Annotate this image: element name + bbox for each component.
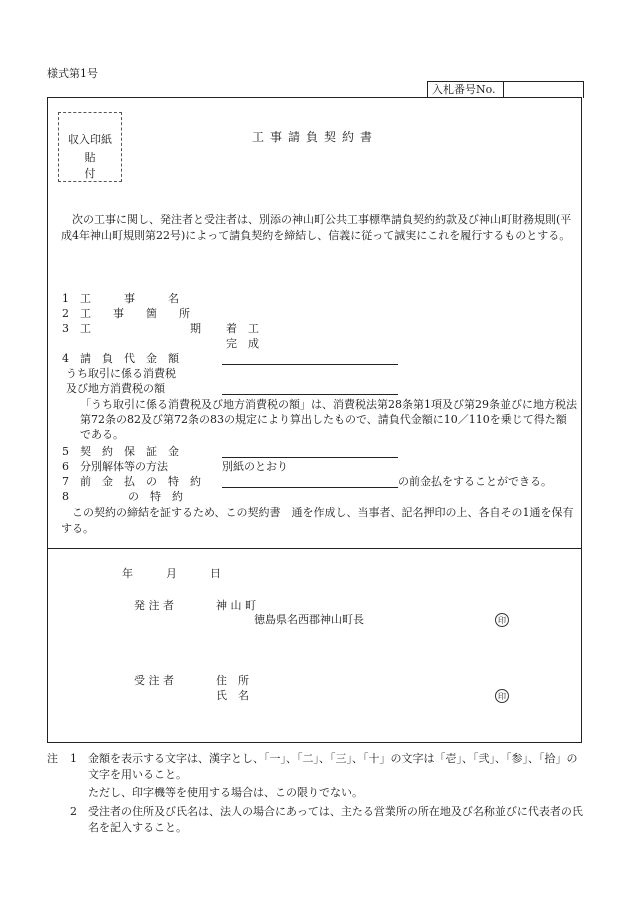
stamp-label-line2: 貼付 [84, 151, 110, 180]
item-4-sub1: うち取引に係る消費税 [66, 367, 176, 380]
item-4-label: 請 負 代 金 額 [80, 352, 179, 365]
orderer-label: 発 注 者 [134, 599, 174, 612]
stamp-label-line1: 収入印紙 [68, 133, 112, 146]
item-2-label: 工 事 箇 所 [80, 307, 190, 320]
contractor-seal-icon: 印 [495, 689, 509, 703]
item-3-label: 工 期 [80, 322, 201, 335]
revenue-stamp-box [58, 112, 122, 182]
bid-number-box [427, 81, 584, 98]
tax-amount-line[interactable] [222, 394, 398, 395]
contractor-name-label: 氏 名 [216, 689, 249, 702]
guarantee-line[interactable] [222, 457, 398, 458]
item-3-end: 完 成 [226, 337, 259, 350]
intro-paragraph: 次の工事に関し、発注者と受注者は、別添の神山町公共工事標準請負契約約款及び神山町財務規則(平成4年神山町規則第22号)によって請負契約を締結し、信義に従って誠実にこれを履行するものとする。 [61, 213, 572, 242]
bid-number-value[interactable] [504, 82, 583, 98]
note-1-extra: ただし、印字機等を使用する場合は、この限りでない。 [88, 786, 363, 799]
bid-number-label: 入札番号No. [428, 82, 504, 98]
item-3-number: 3 [62, 322, 69, 335]
note-2-text: 受注者の住所及び氏名は、法人の場合にあっては、主たる営業所の所在地及び名称並びに代表者の氏名を記入すること。 [88, 805, 583, 834]
note-2-number: 2 [70, 805, 77, 818]
item-8-number: 8 [62, 490, 69, 503]
item-7-number: 7 [62, 475, 69, 488]
notes-prefix: 注 [47, 752, 58, 765]
item-7-label: 前 金 払 の 特 約 [80, 475, 201, 488]
item-6-label: 分別解体等の方法 [80, 460, 168, 473]
note-1-text: 金額を表示する文字は、漢字とし、「一」、「二」、「三」、「十」の文字は「壱」、「弐」、「参」、「拾」の文字を用いること。 [88, 752, 578, 781]
contract-date: 年 月 日 [122, 567, 221, 580]
item-1-number: 1 [62, 292, 69, 305]
note-1-number: 1 [70, 752, 77, 765]
orderer-seal-icon: 印 [495, 613, 509, 627]
contractor-label: 受 注 者 [134, 674, 174, 687]
item-4-number: 4 [62, 352, 69, 365]
item-5-number: 5 [62, 445, 69, 458]
item-1-label: 工 事 名 [80, 292, 179, 305]
orderer-title: 徳島県名西郡神山町長 [254, 613, 364, 626]
signature-divider [47, 548, 582, 549]
item-6-value: 別紙のとおり [222, 460, 288, 473]
item-7-suffix: の前金払をすることができる。 [398, 475, 552, 488]
item-3-start: 着 工 [226, 322, 259, 335]
document-title: 工事請負契約書 [251, 130, 378, 144]
item-4-note: 「うち取引に係る消費税及び地方消費税の額」は、消費税法第28条第1項及び第29条並びに地方税法第72条の82及び第72条の83の規定により算出したもので、請負代金額に10／110を乗じて得た額である。 [80, 398, 577, 441]
form-number: 様式第1号 [47, 67, 98, 80]
advance-payment-line[interactable] [222, 487, 398, 488]
item-6-number: 6 [62, 460, 69, 473]
item-5-label: 契 約 保 証 金 [80, 445, 179, 458]
closing-paragraph: この契約の締結を証するため、この契約書 通を作成し、当事者、記名押印の上、各自その1通を保有する。 [61, 506, 574, 535]
item-4-sub2: 及び地方消費税の額 [66, 382, 165, 395]
item-2-number: 2 [62, 307, 69, 320]
contract-amount-line[interactable] [222, 364, 398, 365]
item-8-label: の 特 約 [128, 490, 183, 503]
orderer-name: 神 山 町 [216, 599, 256, 612]
contractor-address-label: 住 所 [216, 674, 249, 687]
